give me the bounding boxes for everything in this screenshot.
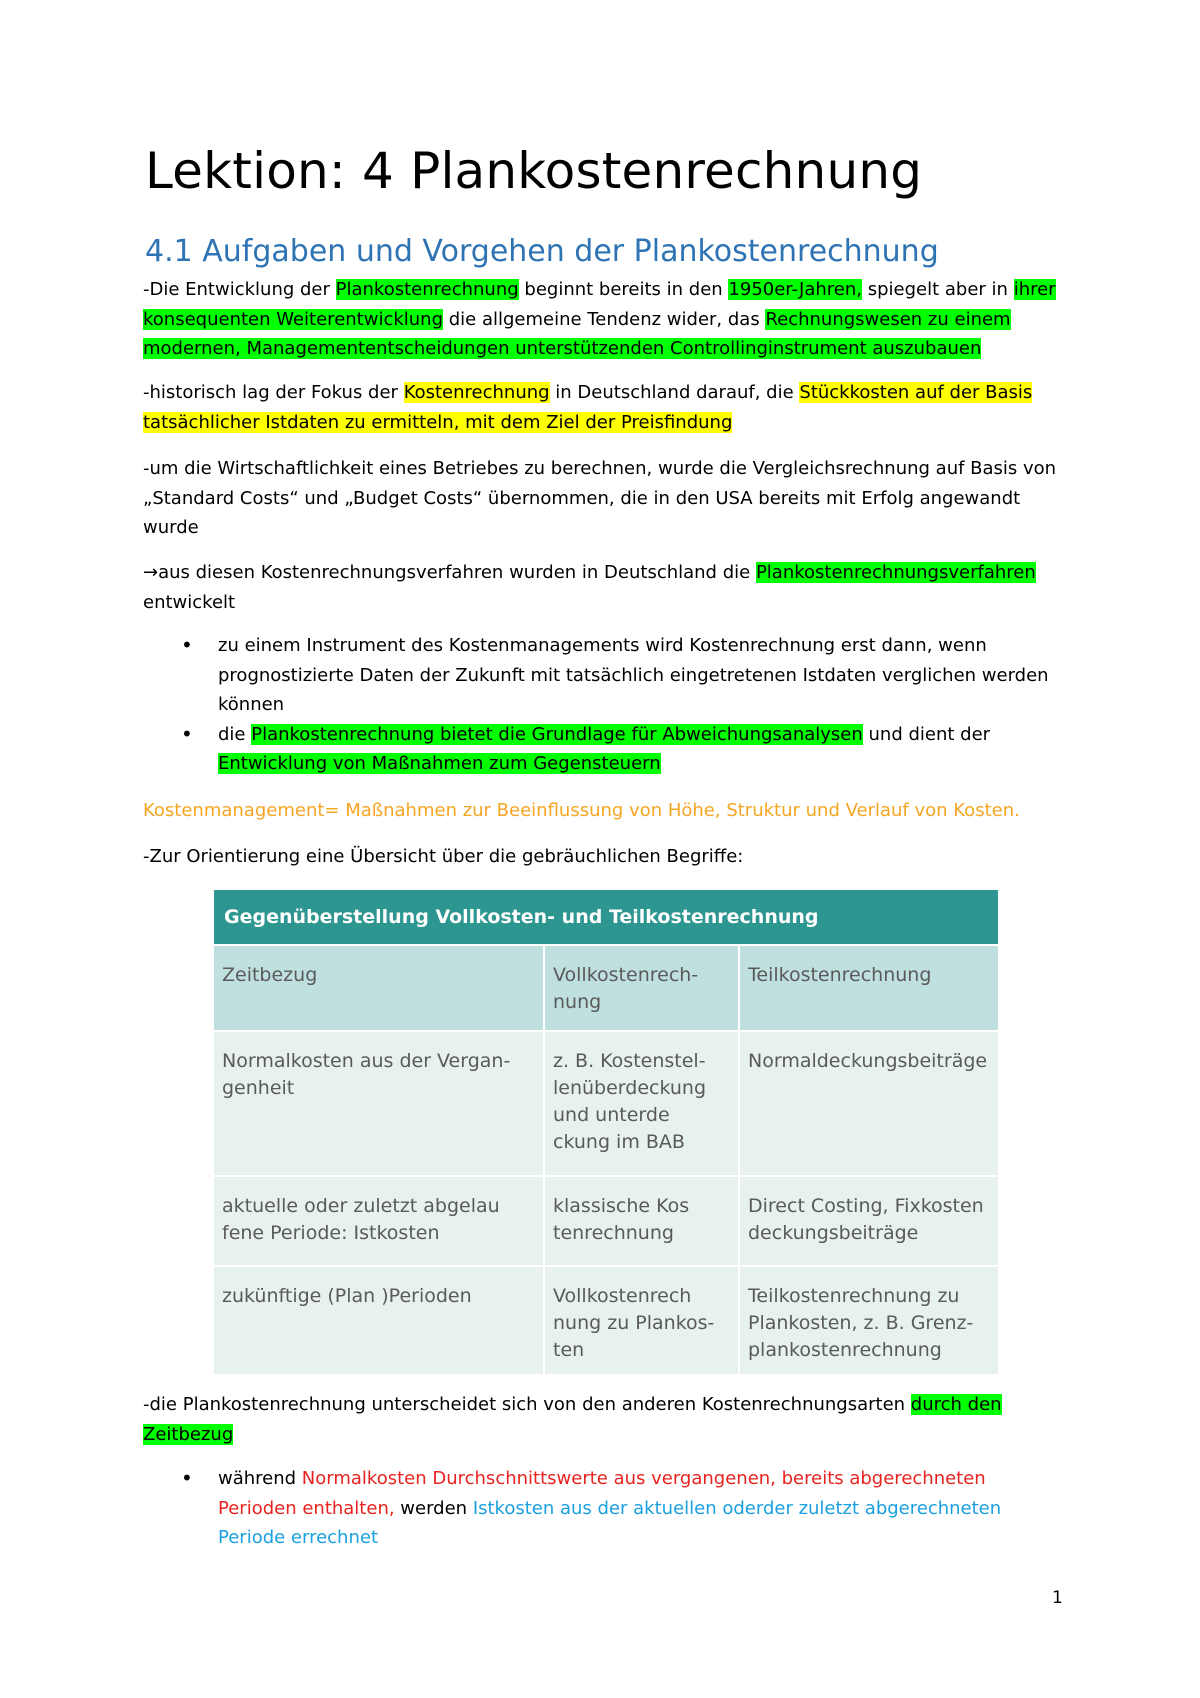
table-cell: Direct Costing, Fixkosten deckungsbeiträge: [739, 1176, 998, 1266]
highlight-green: Entwicklung von Maßnahmen zum Gegensteuern: [218, 753, 661, 774]
table-cell: Teilkostenrechnung zu Plankosten, z. B. Grenz-plankostenrechnung: [739, 1266, 998, 1374]
text: -historisch lag der Fokus der: [143, 382, 404, 403]
table-cell: Normaldeckungsbeiträge: [739, 1031, 998, 1176]
bullet-list-1: [143, 631, 1063, 779]
table-cell: z. B. Kostenstel-lenüberdeckung und unterde ckung im BAB: [544, 1031, 739, 1176]
text: -um die Wirtschaftlichkeit eines Betriebes zu berechnen, wurde die Vergleichsrechnung auf Basis von „Standard Costs“ und „Budget Costs“ übernommen, die in den USA bereits mit Erfolg angewandt wurde: [143, 458, 1057, 538]
highlight-yellow: Kostenrechnung: [403, 382, 550, 403]
list-item: [143, 720, 1063, 779]
comparison-table: [214, 890, 998, 1374]
text: während: [218, 1468, 302, 1489]
table-cell: klassische Kos tenrechnung: [544, 1176, 739, 1266]
paragraph-standard-costs: [143, 454, 1063, 543]
table-row: [214, 1176, 998, 1266]
table-cell: Normalkosten aus der Vergan-genheit: [214, 1031, 544, 1176]
list-item: [143, 631, 1063, 720]
highlight-green: Rechnungswesen zu einem modernen, Managemententscheidungen unterstützenden Controllinginstrument auszubauen: [143, 308, 1011, 359]
text: spiegelt aber in: [862, 279, 1014, 300]
table-cell: zukünftige (Plan )Perioden: [214, 1266, 544, 1374]
table-title: Gegenüberstellung Vollkosten- und Teilkostenrechnung: [214, 890, 998, 945]
highlight-green: ihrer konsequenten Weiterentwicklung: [143, 279, 1056, 330]
table-header-cell: Teilkostenrechnung: [739, 945, 998, 1031]
text: -die Plankostenrechnung unterscheidet sich von den anderen Kostenrechnungsarten: [143, 1394, 911, 1415]
text: werden: [394, 1497, 473, 1519]
table-header-cell: Zeitbezug: [214, 945, 544, 1031]
highlight-green: durch den Zeitbezug: [143, 1394, 1002, 1445]
text: in Deutschland darauf, die: [549, 382, 800, 403]
red-text: Normalkosten Durchschnittswerte aus vergangenen, bereits abgerechneten Perioden enthalten,: [218, 1468, 986, 1519]
table-cell: aktuelle oder zuletzt abgelau fene Periode: Istkosten: [214, 1176, 544, 1266]
text: zu einem Instrument des Kostenmanagements wird Kostenrechnung erst dann, wenn prognostizierte Daten der Zukunft mit tatsächlich eingetretenen Istdaten verglichen werden können: [218, 635, 1049, 715]
paragraph-overview: [143, 842, 1063, 872]
paragraph-time-reference: [143, 1390, 1063, 1449]
highlight-yellow: Stückkosten auf der Basis tatsächlicher Istdaten zu ermitteln, mit dem Ziel der Preisfindung: [143, 382, 1033, 433]
table-header-cell: Vollkostenrech-nung: [544, 945, 739, 1031]
highlight-green: 1950er-Jahren,: [728, 279, 863, 300]
table-row: [214, 1266, 998, 1374]
definition-text: [143, 796, 1063, 826]
text: die allgemeine Tendenz wider, das: [443, 308, 766, 330]
highlight-green: Plankostenrechnungsverfahren: [755, 562, 1036, 583]
paragraph-history: [143, 378, 1063, 437]
text: →aus diesen Kostenrechnungsverfahren wurden in Deutschland die: [143, 562, 756, 583]
list-item: [143, 1464, 1063, 1553]
highlight-green: Plankostenrechnung bietet die Grundlage für Abweichungsanalysen: [251, 723, 863, 745]
page-number: 1: [1052, 1588, 1063, 1608]
paragraph-derived: [143, 558, 1063, 617]
text: -Zur Orientierung eine Übersicht über die gebräuchlichen Begriffe:: [143, 846, 744, 867]
page-title: Lektion: 4 Plankostenrechnung: [145, 142, 923, 200]
text: die: [218, 723, 252, 745]
section-heading: 4.1 Aufgaben und Vorgehen der Plankostenrechnung: [145, 234, 939, 269]
text: -Die Entwicklung der: [143, 279, 336, 300]
bullet-list-2: [143, 1464, 1063, 1553]
blue-text: Istkosten aus der aktuellen oderder zuletzt abgerechneten Periode errechnet: [218, 1497, 1002, 1548]
table-header-row: [214, 945, 998, 1031]
highlight-green: Plankostenrechnung: [335, 279, 519, 300]
table-cell: Vollkostenrech nung zu Plankos-ten: [544, 1266, 739, 1374]
text: Kostenmanagement= Maßnahmen zur Beeinflussung von Höhe, Struktur und Verlauf von Kosten.: [143, 800, 1020, 821]
paragraph-development: [143, 275, 1063, 364]
table-row: [214, 1031, 998, 1176]
text: entwickelt: [143, 591, 236, 613]
text: beginnt bereits in den: [518, 279, 729, 300]
text: und dient der: [862, 723, 991, 745]
